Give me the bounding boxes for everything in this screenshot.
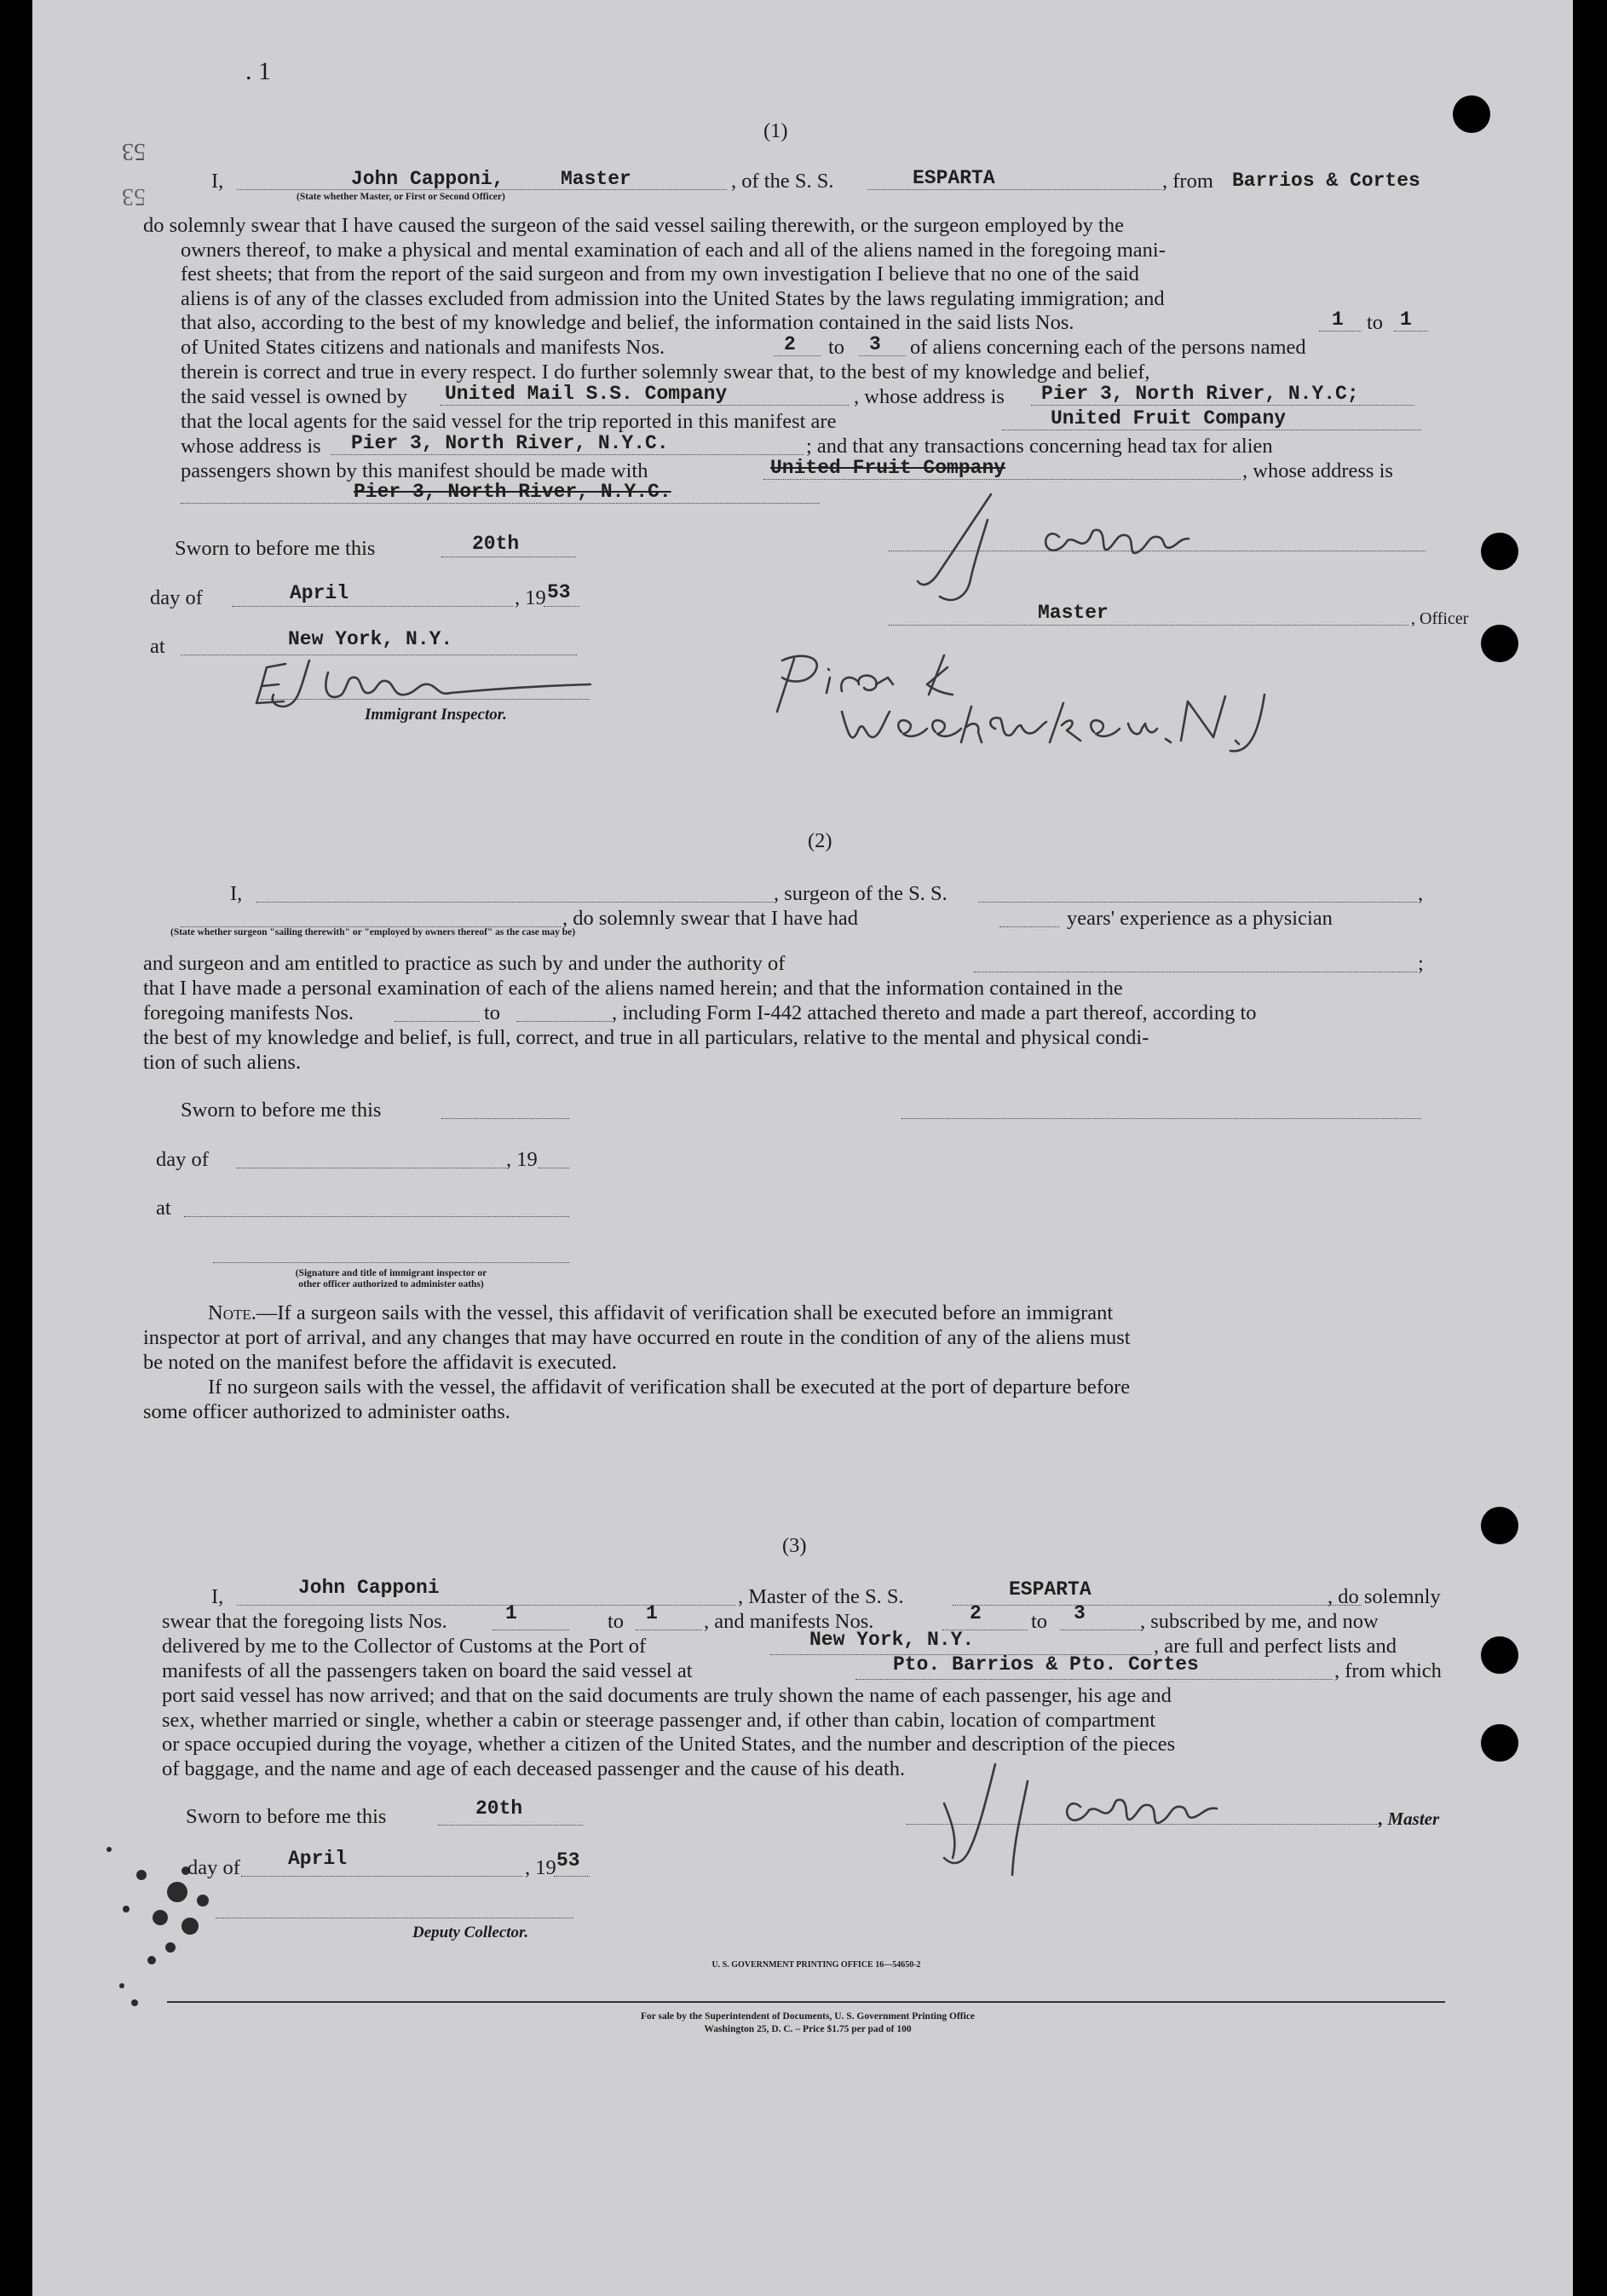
experience-line: , do solemnly swear that I have had: [562, 907, 858, 930]
experience-line-end: years' experience as a physician: [1067, 907, 1333, 930]
sworn-day-field: [441, 1118, 569, 1119]
section-number: (1): [763, 119, 788, 142]
authority-line: and surgeon and am entitled to practice as such by and under the authority of: [143, 952, 786, 975]
comma: ,: [1418, 882, 1424, 905]
month-field: [241, 1876, 522, 1877]
corner-mark: . 1: [245, 57, 271, 85]
caption-line: other officer authorized to administer oaths): [298, 1279, 484, 1289]
owner-label: the said vessel is owned by: [181, 385, 408, 408]
note-line: be noted on the manifest before the affidavit is executed.: [143, 1351, 618, 1374]
agents-name: United Fruit Company: [1051, 407, 1287, 430]
surgeon-signature-line: [901, 1118, 1421, 1119]
caption-line: (Signature and title of immigrant inspector or: [295, 1268, 487, 1278]
footer-rule: [167, 2001, 1445, 2003]
surgeon-status-caption: (State whether surgeon "sailing therewith" or "employed by owners thereof" as the case may be): [170, 927, 576, 937]
gpo-imprint: U. S. GOVERNMENT PRINTING OFFICE 16—54650-2: [711, 1960, 921, 1970]
month: April: [290, 582, 349, 604]
at-label: at: [150, 635, 165, 658]
body-line: tion of such aliens.: [143, 1051, 302, 1074]
punch-hole: [1481, 533, 1518, 570]
boarding-port-field: [855, 1679, 1333, 1680]
manifest-from: 2: [970, 1602, 982, 1624]
manifests-from-field: [395, 1021, 480, 1022]
sale-line: Washington 25, D. C. – Price $1.75 per pad of 100: [704, 2024, 912, 2034]
solemnly-label: , do solemnly: [1328, 1585, 1441, 1608]
surgeon-vessel-field: [978, 902, 1417, 903]
to-label: to: [1031, 1610, 1048, 1633]
note-text: —If a surgeon sails with the vessel, this affidavit of verification shall be executed before an immigrant: [256, 1301, 1114, 1324]
agents-address-label: whose address is: [181, 435, 321, 458]
port: New York, N.Y.: [809, 1629, 975, 1651]
day-of-label: day of: [150, 586, 203, 609]
body-line: or space occupied during the voyage, whether a citizen of the United States, and the number and description of the pieces: [162, 1733, 1176, 1757]
inspector-signature: [250, 652, 616, 720]
sworn-day: 20th: [472, 533, 520, 555]
manifest-from-field: [774, 355, 821, 356]
body-line: do solemnly swear that I have caused the surgeon of the said vessel sailing therewith, or the surgeon employed by the: [143, 214, 1124, 237]
to-label: to: [828, 336, 845, 359]
day-of-label: day of: [187, 1856, 240, 1879]
punch-hole: [1481, 1636, 1518, 1674]
list-from: 1: [1332, 309, 1344, 331]
lists-label: swear that the foregoing lists Nos.: [162, 1610, 447, 1633]
place: New York, N.Y.: [288, 628, 453, 650]
from-label: , from: [1162, 170, 1213, 193]
title-line: [889, 625, 1408, 626]
year-prefix: , 19: [506, 1148, 538, 1171]
vessel-name: ESPARTA: [913, 167, 995, 189]
form-line: , including Form I-442 attached thereto and made a part thereof, according to: [612, 1001, 1257, 1024]
body-line: aliens is of any of the classes excluded from admission into the United States by the laws regulating immigration; and: [181, 286, 1165, 310]
manifests-label: foregoing manifests Nos.: [143, 1001, 354, 1024]
sworn-label: Sworn to before me this: [181, 1099, 382, 1122]
agents-label: that the local agents for the said vessel for the trip reported in this manifest are: [181, 410, 837, 433]
body-line: owners thereof, to make a physical and mental examination of each and all of the aliens named in the foregoing mani-: [181, 238, 1166, 262]
punch-hole: [1481, 1724, 1518, 1762]
year-prefix: , 19: [515, 586, 546, 609]
year: 53: [547, 581, 571, 603]
rank-caption: (State whether Master, or First or Second Officer): [297, 192, 505, 202]
headtax-address-field: [181, 503, 820, 504]
owner-address: Pier 3, North River, N.Y.C;: [1041, 383, 1359, 405]
sworn-label: Sworn to before me this: [186, 1805, 387, 1828]
to-label: to: [484, 1001, 501, 1024]
master-signature: [889, 486, 1332, 622]
from-which-label: , from which: [1334, 1659, 1442, 1682]
month: April: [288, 1848, 348, 1870]
sworn-day-field: [438, 1825, 583, 1826]
officer-suffix: , Officer: [1411, 609, 1469, 628]
i-label: I,: [211, 170, 224, 193]
note-line: some officer authorized to administer oaths.: [143, 1400, 510, 1423]
port-label: delivered by me to the Collector of Customs at the Port of: [162, 1635, 647, 1658]
list-from-field: [1319, 331, 1362, 332]
owner-name: United Mail S.S. Company: [445, 383, 728, 405]
place-field: [184, 1216, 569, 1217]
owner-field: [440, 405, 849, 406]
section-number: (3): [782, 1534, 807, 1557]
master-field: [237, 1605, 735, 1606]
master-signature: [919, 1756, 1362, 1892]
subscribed-line: , subscribed by me, and now: [1140, 1610, 1379, 1633]
sale-line: For sale by the Superintendent of Documents, U. S. Government Printing Office: [640, 2011, 976, 2022]
inspector-caption: Immigrant Inspector.: [365, 706, 507, 724]
body-line: sex, whether married or single, whether a cabin or steerage passenger and, if other than cabin, location of compartment: [162, 1708, 1156, 1732]
punch-hole: [1481, 625, 1518, 662]
collector-caption: Deputy Collector.: [412, 1924, 529, 1941]
punch-hole: [1481, 1507, 1518, 1544]
headtax-agent: United Fruit Company: [770, 457, 1006, 479]
full-lists-line: , are full and perfect lists and: [1154, 1635, 1397, 1658]
master-suffix: , Master: [1379, 1809, 1440, 1829]
officer-signature-line: [213, 1262, 569, 1263]
body-line: the best of my knowledge and belief, is full, correct, and true in all particulars, relative to the mental and physical condi-: [143, 1026, 1149, 1049]
boarding-label: manifests of all the passengers taken on board the said vessel at: [162, 1659, 693, 1682]
officer-caption: [213, 1268, 569, 1290]
agents-address: Pier 3, North River, N.Y.C.: [351, 432, 669, 454]
vessel-field: [867, 189, 1161, 190]
to-label: to: [1367, 311, 1384, 334]
semicolon: ;: [1418, 952, 1424, 975]
punch-hole: [1453, 95, 1490, 133]
vessel-name: ESPARTA: [1009, 1578, 1091, 1601]
manifest-to: 3: [1074, 1602, 1086, 1624]
i-label: I,: [230, 882, 243, 905]
i-label: I,: [211, 1585, 224, 1608]
to-label: to: [608, 1610, 625, 1633]
headtax-label: passengers shown by this manifest should be made with: [181, 459, 648, 482]
body-line: therein is correct and true in every respect. I do further solemnly swear that, to the best of my knowledge and belief,: [181, 361, 1150, 384]
years-field: [999, 926, 1059, 927]
body-line: of baggage, and the name and age of each deceased passenger and the cause of his death.: [162, 1757, 906, 1780]
headtax-address: Pier 3, North River, N.Y.C.: [354, 481, 671, 503]
surgeon-of-label: , surgeon of the S. S.: [774, 882, 947, 905]
day-of-label: day of: [156, 1148, 209, 1171]
vessel-field: [953, 1605, 1362, 1606]
headtax-line: ; and that any transactions concerning head tax for alien: [806, 435, 1273, 458]
sworn-day: 20th: [475, 1797, 523, 1820]
at-label: at: [156, 1197, 171, 1220]
manifest-from: 2: [784, 333, 796, 355]
master-rank: Master: [561, 168, 631, 190]
manifests-label: , and manifests Nos.: [704, 1610, 874, 1633]
from-port: Barrios & Cortes: [1232, 170, 1420, 192]
owner-address-label: , whose address is: [854, 385, 1005, 408]
master-of-label: , Master of the S. S.: [738, 1585, 904, 1608]
year-field: [554, 1876, 590, 1877]
lists-line: that also, according to the best of my knowledge and belief, the information contained in the said lists Nos.: [181, 311, 1074, 334]
signer-title: Master: [1038, 602, 1109, 624]
affidavit-body: [143, 214, 1396, 311]
note-line: [208, 1301, 1113, 1325]
manifests-line: of United States citizens and nationals and manifests Nos.: [181, 336, 665, 359]
list-from: 1: [505, 1602, 517, 1624]
list-to: 1: [646, 1602, 658, 1624]
headtax-agent-field: [763, 479, 1241, 480]
note-line: If no surgeon sails with the vessel, the affidavit of verification shall be executed at the port of departure before: [208, 1376, 1131, 1399]
master-name: John Capponi: [298, 1577, 440, 1599]
year-field: [544, 606, 579, 607]
year: 53: [556, 1849, 580, 1872]
month-field: [232, 606, 513, 607]
body-line: that I have made a personal examination of each of the aliens named herein; and that the information contained in the: [143, 977, 1123, 1000]
body-line: fest sheets; that from the report of the said surgeon and from my own investigation I believe that no one of the said: [181, 262, 1139, 286]
surgeon-name-field: [256, 902, 774, 903]
body-line: port said vessel has now arrived; and that on the said documents are truly shown the name of each passenger, his age and: [162, 1684, 1172, 1707]
margin-number: 53: [122, 138, 146, 164]
manifests-to-field: [516, 1021, 612, 1022]
handwritten-place: [706, 643, 1319, 754]
margin-number: 53: [122, 183, 146, 210]
agents-address-field: [331, 454, 804, 455]
headtax-address-label: , whose address is: [1242, 459, 1393, 482]
master-name: John Capponi,: [351, 168, 504, 190]
note-label: Note.: [208, 1301, 256, 1324]
year-prefix: , 19: [525, 1856, 556, 1879]
manifest-to-field: [859, 355, 906, 356]
note-line: inspector at port of arrival, and any changes that may have occurred en route in the condition of any of the aliens must: [143, 1326, 1131, 1349]
list-to-field: [1394, 331, 1428, 332]
list-to: 1: [1400, 309, 1412, 331]
owner-address-field: [1031, 405, 1414, 406]
boarding-port: Pto. Barrios & Pto. Cortes: [893, 1653, 1199, 1676]
of-ss-label: , of the S. S.: [731, 170, 834, 193]
section-number: (2): [808, 829, 832, 852]
manifest-to: 3: [869, 333, 881, 355]
form-page: [32, 0, 1573, 2296]
manifests-line-end: of aliens concerning each of the persons named: [910, 336, 1306, 359]
sworn-label: Sworn to before me this: [175, 537, 376, 560]
